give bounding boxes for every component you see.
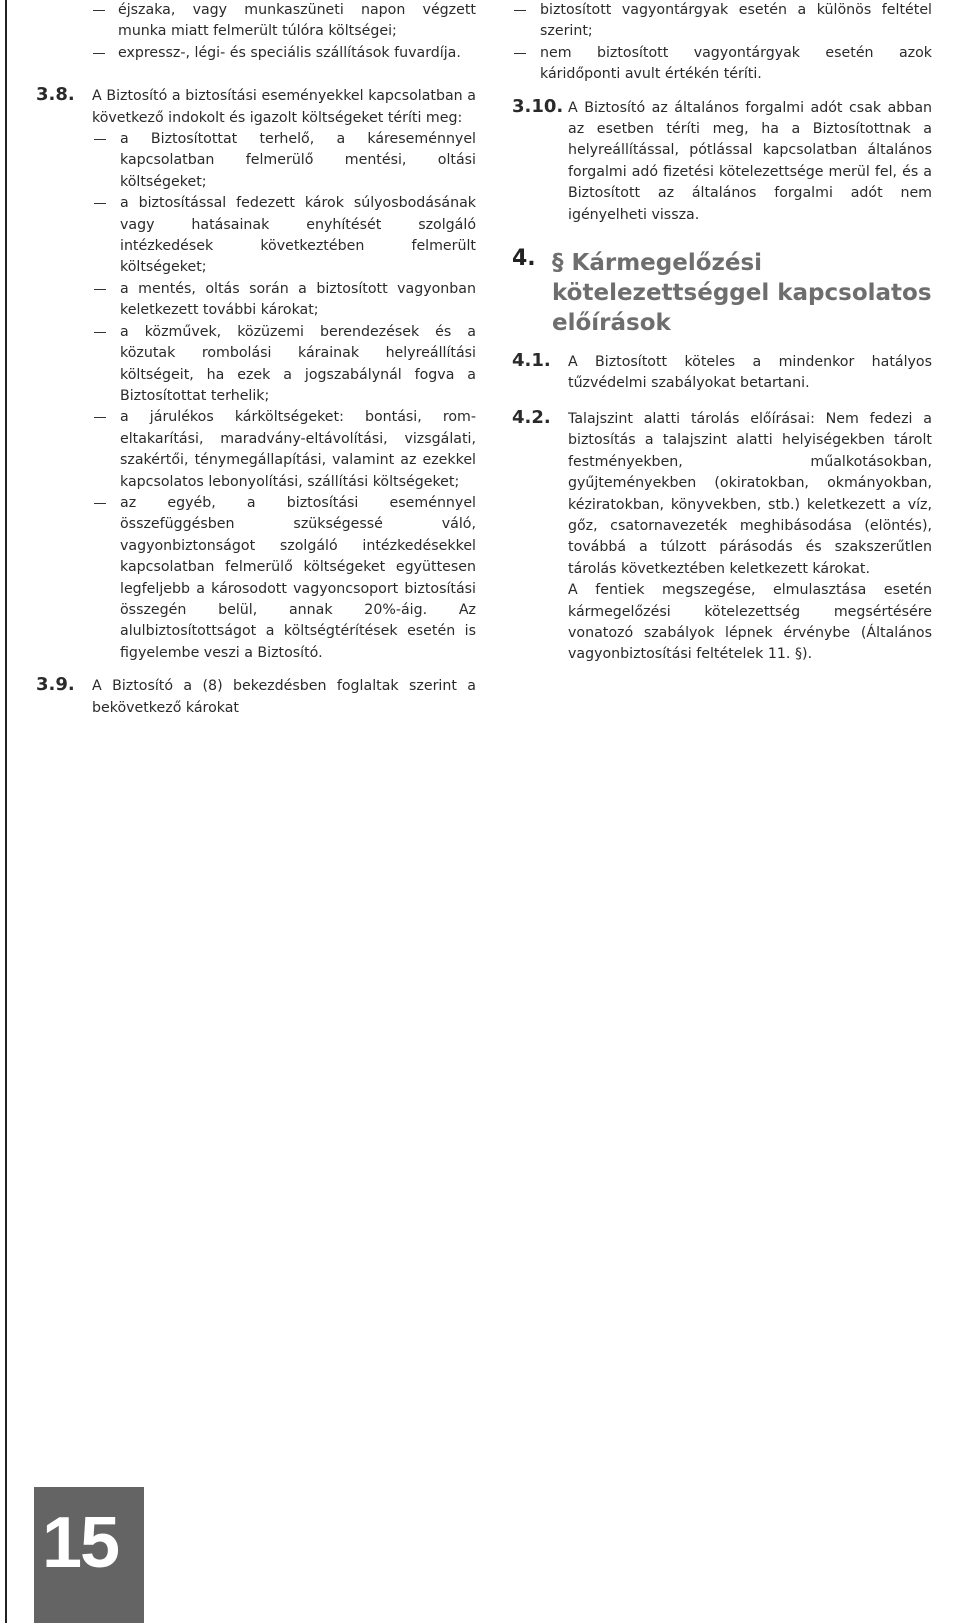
list-item: az egyéb, a biztosítási eseménnyel összefüggésben szükségessé váló, vagyonbiztonságot szolgáló intézkedésekkel kapcsolatban felmerülő költségeket együttesen legfeljebb a károsodott vagyoncsoport biztosítási összegén belül, annak 20%-áig. Az alulbiztosítottságot a költségtérítések esetén is figyelembe veszi a Biztosító.	[92, 493, 476, 664]
list-item: a Biztosítottat terhelő, a káreseménnyel kapcsolatban felmerülő mentési, oltási költségeket;	[92, 129, 476, 193]
section-3-10	[512, 95, 932, 226]
chapter-heading	[512, 248, 932, 338]
section-body: A Biztosító a (8) bekezdésben foglaltak szerint a bekövetkező károkat	[92, 678, 476, 716]
section-number: 4.2.	[512, 406, 551, 428]
page-number: 15	[42, 1503, 119, 1583]
list-item: nem biztosított vagyontárgyak esetén azok káridőponti avult értékén téríti.	[512, 43, 932, 86]
list-item-text: expressz-, légi- és speciális szállítások fuvardíja.	[118, 44, 461, 61]
right-column	[512, 0, 932, 666]
list-item-text: éjszaka, vagy munkaszüneti napon végzett munka miatt felmerült túlóra költségei;	[118, 2, 476, 40]
list-item: biztosított vagyontárgyak esetén a különös feltétel szerint;	[512, 0, 932, 43]
section-body-continued: A fentiek megszegése, elmulasztása esetén kármegelőzési kötelezettség megsértésére vonatozó szabályok lépnek érvénybe (Általános vagyonbiztosítási feltételek 11. §).	[568, 582, 932, 663]
section-body: A Biztosító az általános forgalmi adót csak abban az esetben téríti meg, ha a Biztosítottnak a helyreállítással, pótlással kapcsolatban általános forgalmi adó fizetési kötelezettsége merül fel, és a Biztosított az általános forgalmi adót nem igényelheti vissza.	[568, 99, 932, 223]
section-intro: A Biztosító a biztosítási eseményekkel kapcsolatban a következő indokolt és igazolt költségeket téríti meg:	[92, 88, 476, 126]
section-3-9	[36, 676, 476, 719]
list-item	[36, 0, 476, 43]
section-4-1	[512, 352, 932, 395]
section-body: Talajszint alatti tárolás előírásai: Nem fedezi a biztosítás a talajszint alatti helyiségekben tárolt festményekben, műalkotásokban, gyűjteményekben (okiratokban, okmányokban, kéziratokban, könyvekben, stb.) keletkezett a víz, gőz, csatornavezeték meghibásodása (elöntés), továbbá a túlzott párásodás és szakszerűtlen tárolás következtében keletkezett károkat.	[568, 410, 932, 577]
section-4-2	[512, 406, 932, 666]
left-column	[36, 0, 476, 719]
chapter-number: 4.	[512, 246, 536, 272]
list-item	[36, 43, 476, 64]
section-number: 4.1.	[512, 350, 551, 372]
page-border-line	[5, 0, 7, 1623]
list-item: a közművek, közüzemi berendezések és a közutak rombolási kárainak helyreállítási költségeit, ha ezek a jogszabálynál fogva a Biztosítottat terhelik;	[92, 322, 476, 408]
list-item: a mentés, oltás során a biztosított vagyonban keletkezett további károkat;	[92, 279, 476, 322]
page-number-box	[34, 1487, 144, 1623]
section-number: 3.9.	[36, 674, 75, 696]
section-body: A Biztosított köteles a mindenkor hatályos tűzvédelmi szabályokat betartani.	[568, 354, 932, 392]
list-item: a biztosítással fedezett károk súlyosbodásának vagy hatásainak enyhítését szolgáló intézkedések következtében felmerült költségeket;	[92, 193, 476, 279]
chapter-title: § Kármegelőzési kötelezettséggel kapcsolatos előírások	[552, 250, 932, 337]
section-number: 3.8.	[36, 84, 75, 106]
list-item: a járulékos kárköltségeket: bontási, rom-eltakarítási, maradvány-eltávolítási, vizsgálati, szakértői, ténymegállapítási, valamint az ezekkel kapcsolatos lebonyolítási, szállítási költségeket;	[92, 407, 476, 493]
section-3-8	[36, 86, 476, 664]
section-number: 3.10.	[512, 95, 564, 117]
